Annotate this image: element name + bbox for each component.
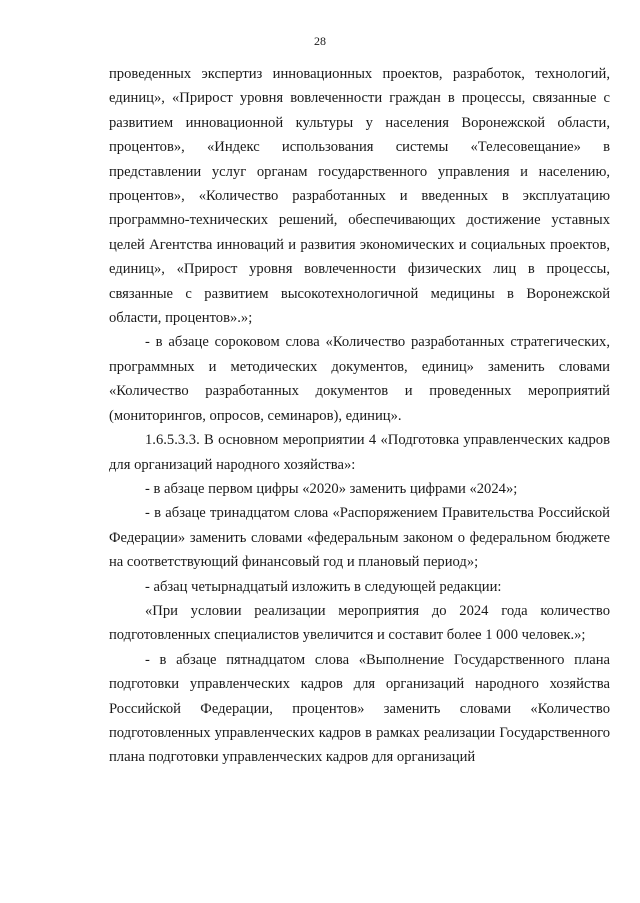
paragraph-continuation: проведенных экспертиз инновационных проектов, разработок, технологий, единиц», «Прирост уровня вовлеченности граждан в процессы, связанные с развитием инновационной культуры у населения Воронежской области, процентов», «Индекс использования системы «Телесовещание» в представлении услуг органам государственного управления и населению, процентов», «Количество разработанных и введенных в эксплуатацию программно-технических решений, обеспечивающих достижение уставных целей Агентства инноваций и развития экономических и социальных проектов, единиц», «Прирост уровня вовлеченности физических лиц в процессы, связанные с развитием высокотехнологичной медицины в Воронежской области, процентов».»;: [109, 66, 610, 327]
paragraph-item-abzac-13: - в абзаце тринадцатом слова «Распоряжением Правительства Российской Федерации» заменить словами «федеральным законом о федеральном бюджете на соответствующий финансовый год и плановый период»;: [109, 505, 610, 571]
paragraph-item-abzac-40: - в абзаце сороковом слова «Количество разработанных стратегических, программных и методических документов, единиц» заменить словами «Количество разработанных документов и проведенных мероприятий (мониторингов, опросов, семинаров), единиц».: [109, 334, 610, 424]
paragraph-item-abzac-14: - абзац четырнадцатый изложить в следующей редакции:: [145, 578, 502, 595]
paragraph-quote-new-wording: «При условии реализации мероприятия до 2024 года количество подготовленных специалистов увеличится и составит более 1 000 человек.»;: [109, 602, 610, 644]
page-number: 28: [314, 34, 326, 48]
paragraph-item-abzac-15: - в абзаце пятнадцатом слова «Выполнение Государственного плана подготовки управленческих кадров для организаций народного хозяйства Российской Федерации, процентов» заменить словами «Количество подготовленных управленческих кадров в рамках реализации Государственного плана подготовки управленческих кадров для организаций: [109, 651, 610, 766]
paragraph-item-abzac-1: - в абзаце первом цифры «2020» заменить цифрами «2024»;: [145, 480, 518, 497]
document-body: [109, 62, 610, 770]
paragraph-section-1-6-5-3-3: 1.6.5.3.3. В основном мероприятии 4 «Подготовка управленческих кадров для организаций народного хозяйства»:: [109, 432, 610, 473]
